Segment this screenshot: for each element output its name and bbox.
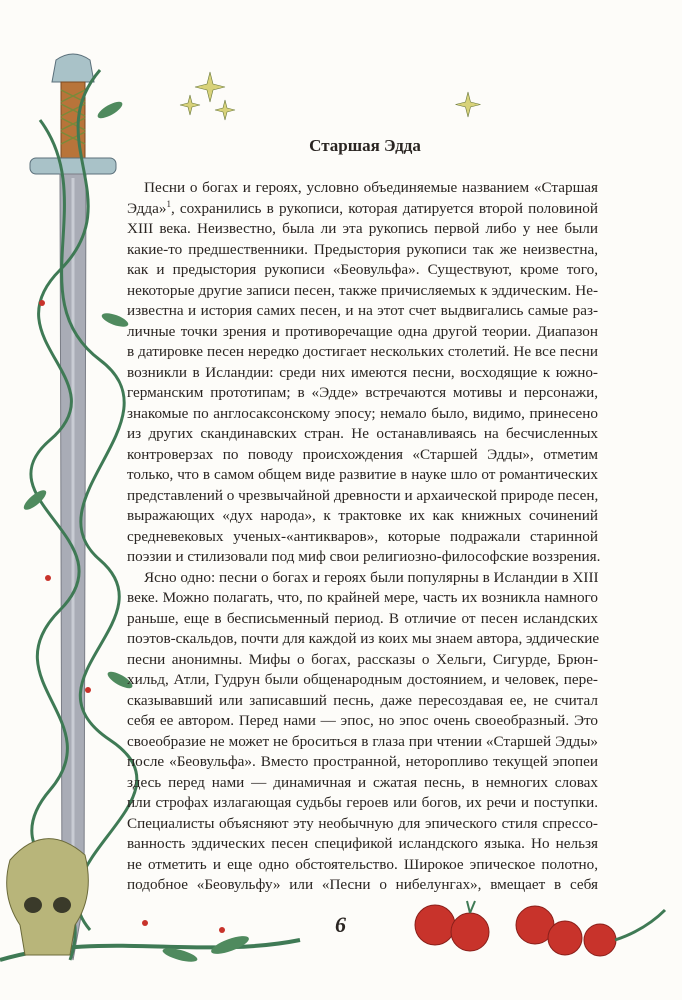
text-line: или строфах излагающая судьбы героев или богов, их речи и поступки. bbox=[127, 794, 598, 811]
text-line: XIII века. Неизвестно, была ли эта рукопись первой либо у нее были bbox=[127, 220, 598, 237]
text-line: поэтов-скальдов, почти для каждой из коих мы знаем автора, эддические bbox=[127, 630, 600, 647]
text-line: знакомые по англосаксонскому эпосу; немало было, видимо, принесено bbox=[127, 404, 598, 422]
text-line: как и предыстория рукописи «Беовульфа». Существуют, кроме того, bbox=[127, 261, 598, 278]
text-line: себя ее автором. Перед нами — эпос, но эпос очень своеобразный. Это bbox=[127, 712, 598, 729]
text-line: Специалисты объясняют эту необычную для эпического стиля спрессо- bbox=[127, 814, 598, 832]
text-line: после «Беовульфа». Вместо пространной, неторопливо текущей эпопеи bbox=[127, 753, 598, 770]
text-line: веке. Можно полагать, что, по крайней мере, часть их возникла намного bbox=[127, 589, 598, 606]
text-line: в датировке песен нередко достигает нескольких столетий. Не все песни bbox=[127, 343, 598, 360]
text-line: своеобразие не может не броситься в глаза при чтении «Старшей Эдды» bbox=[127, 732, 598, 750]
page-number: 6 bbox=[335, 912, 346, 937]
text-fragment: Эдда» bbox=[127, 199, 167, 217]
paragraph-2 bbox=[127, 568, 598, 896]
text-line: выражающих «дух народа», к трактовке их как книжных сочинений bbox=[127, 507, 598, 524]
apples-illustration bbox=[415, 901, 665, 956]
text-line: только, что в самом общем виде развитие в науке шло от романтических bbox=[127, 466, 598, 483]
text-line: сказывавший или записавший песнь, даже пересоздавая ее, не считал bbox=[127, 691, 598, 709]
text-line: возникли в Исландии: среди них имеются песни, восходящие к южно- bbox=[127, 363, 598, 381]
star-icon bbox=[180, 72, 481, 120]
text-fragment: , сохранились в рукописи, которая датируется второй половиной bbox=[170, 199, 598, 217]
footnote-marker[interactable]: 1 bbox=[166, 198, 171, 209]
text-line: контроверзах по поводу происхождения «Старшей Эдды», отметим bbox=[127, 445, 598, 463]
text-line: средневековых ученых-«антикваров», которые подражали старинной bbox=[127, 527, 598, 545]
text-line: известна и история самих песен, и на этот счет выдвигались самые раз- bbox=[127, 302, 598, 319]
text-line: Песни о богах и героях, условно объединяемые названием «Старшая bbox=[144, 179, 598, 196]
text-line: подобное «Беовульфу» или «Песни о нибелунгах», вмещает в себя bbox=[127, 876, 598, 893]
text-line: раньше, еще в бесписьменный период. В отличие от песен исландских bbox=[127, 609, 598, 627]
text-line: здесь перед нами — динамичная и сжатая песнь, в немногих словах bbox=[127, 773, 598, 791]
text-line: ванность эддических песен спецификой исландского языка. Но нельзя bbox=[127, 835, 598, 852]
text-line: хильд, Атли, Гудрун были общенародным достоянием, и человек, пере- bbox=[127, 671, 598, 688]
text-line: из других скандинавских стран. Не останавливаясь на бесчисленных bbox=[127, 425, 598, 442]
text-line: не отметить и еще одно обстоятельство. Широкое эпическое полотно, bbox=[127, 855, 598, 873]
text-line: германским прототипам; в «Эдде» встречаются мотивы и персонажи, bbox=[127, 384, 598, 401]
text-line: Ясно одно: песни о богах и героях были популярны в Исландии в XIII bbox=[144, 568, 599, 586]
page-title: Старшая Эдда bbox=[309, 136, 421, 155]
text-line: личные точки зрения и противоречащие одна другой теории. Диапазон bbox=[127, 322, 598, 340]
text-line bbox=[127, 199, 598, 220]
text-line: представлений о чрезвычайной древности и архаической природе песен, bbox=[127, 486, 599, 504]
text-line: песни анонимны. Мифы о богах, рассказы о Хельги, Сигурде, Брюн- bbox=[127, 650, 598, 668]
text-line: некоторые другие записи песен, также причисляемых к эддическим. Не- bbox=[127, 281, 598, 299]
body-text bbox=[127, 178, 601, 896]
paragraph-1 bbox=[127, 178, 601, 568]
text-line: какие-то предшественники. Предыстория рукописи так же неизвестна, bbox=[127, 240, 598, 258]
text-line: поэзии и стилизовали под миф свои религиозно-философские воззрения. bbox=[127, 548, 601, 565]
